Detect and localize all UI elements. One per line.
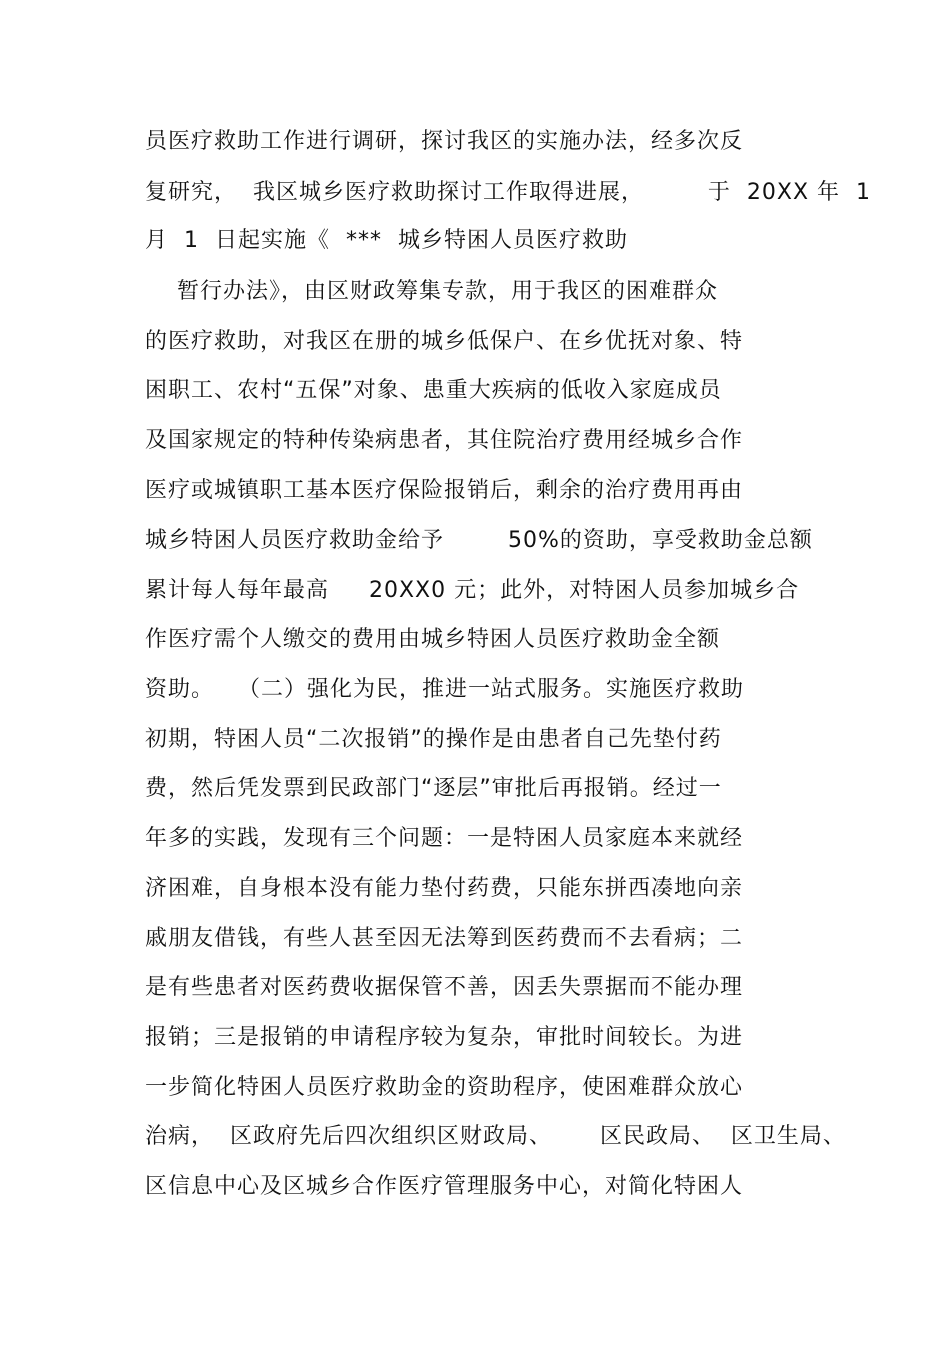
text-line-8: 医疗或城镇职工基本医疗保险报销后，剩余的治疗费用再由	[145, 478, 744, 503]
text-line-6: 困职工、农村“五保”对象、患重大疾病的低收入家庭成员	[145, 378, 722, 403]
text-line-10: 累计每人每年最高 20XX0 元；此外，对特困人员参加城乡合	[145, 578, 800, 603]
text-line-4: 暂行办法》，由区财政筹集专款，用于我区的困难群众	[145, 279, 718, 304]
text-line-14: 费，然后凭发票到民政部门“逐层”审批后再报销。经过一	[145, 776, 722, 801]
text-line-19: 报销；三是报销的申请程序较为复杂，审批时间较长。为进	[145, 1025, 744, 1050]
text-line-3: 月 1 日起实施《 *** 城乡特困人员医疗救助	[145, 228, 628, 253]
text-line-12: 资助。 （二）强化为民，推进一站式服务。实施医疗救助	[145, 677, 744, 702]
text-line-1: 员医疗救助工作进行调研，探讨我区的实施办法，经多次反	[145, 129, 744, 154]
text-line-13: 初期，特困人员“二次报销”的操作是由患者自己先垫付药	[145, 727, 722, 752]
text-line-16: 济困难，自身根本没有能力垫付药费，只能东拼西凑地向亲	[145, 876, 744, 901]
text-line-5: 的医疗救助，对我区在册的城乡低保户、在乡优抚对象、特	[145, 329, 744, 354]
text-line-21: 治病， 区政府先后四次组织区财政局、 区民政局、 区卫生局、	[145, 1124, 846, 1149]
text-line-2: 复研究， 我区城乡医疗救助探讨工作取得进展， 于 20XX 年 1	[145, 180, 872, 205]
text-line-15: 年多的实践，发现有三个问题：一是特困人员家庭本来就经	[145, 826, 744, 851]
text-line-7: 及国家规定的特种传染病患者，其住院治疗费用经城乡合作	[145, 428, 744, 453]
text-line-11: 作医疗需个人缴交的费用由城乡特困人员医疗救助金全额	[145, 627, 721, 652]
text-line-22: 区信息中心及区城乡合作医疗管理服务中心，对简化特困人	[145, 1174, 744, 1199]
text-line-20: 一步简化特困人员医疗救助金的资助程序，使困难群众放心	[145, 1075, 744, 1100]
text-line-17: 戚朋友借钱，有些人甚至因无法筹到医药费而不去看病；二	[145, 926, 744, 951]
text-line-18: 是有些患者对医药费收据保管不善，因丢失票据而不能办理	[145, 975, 744, 1000]
text-line-9: 城乡特困人员医疗救助金给予 50%的资助，享受救助金总额	[145, 528, 813, 553]
